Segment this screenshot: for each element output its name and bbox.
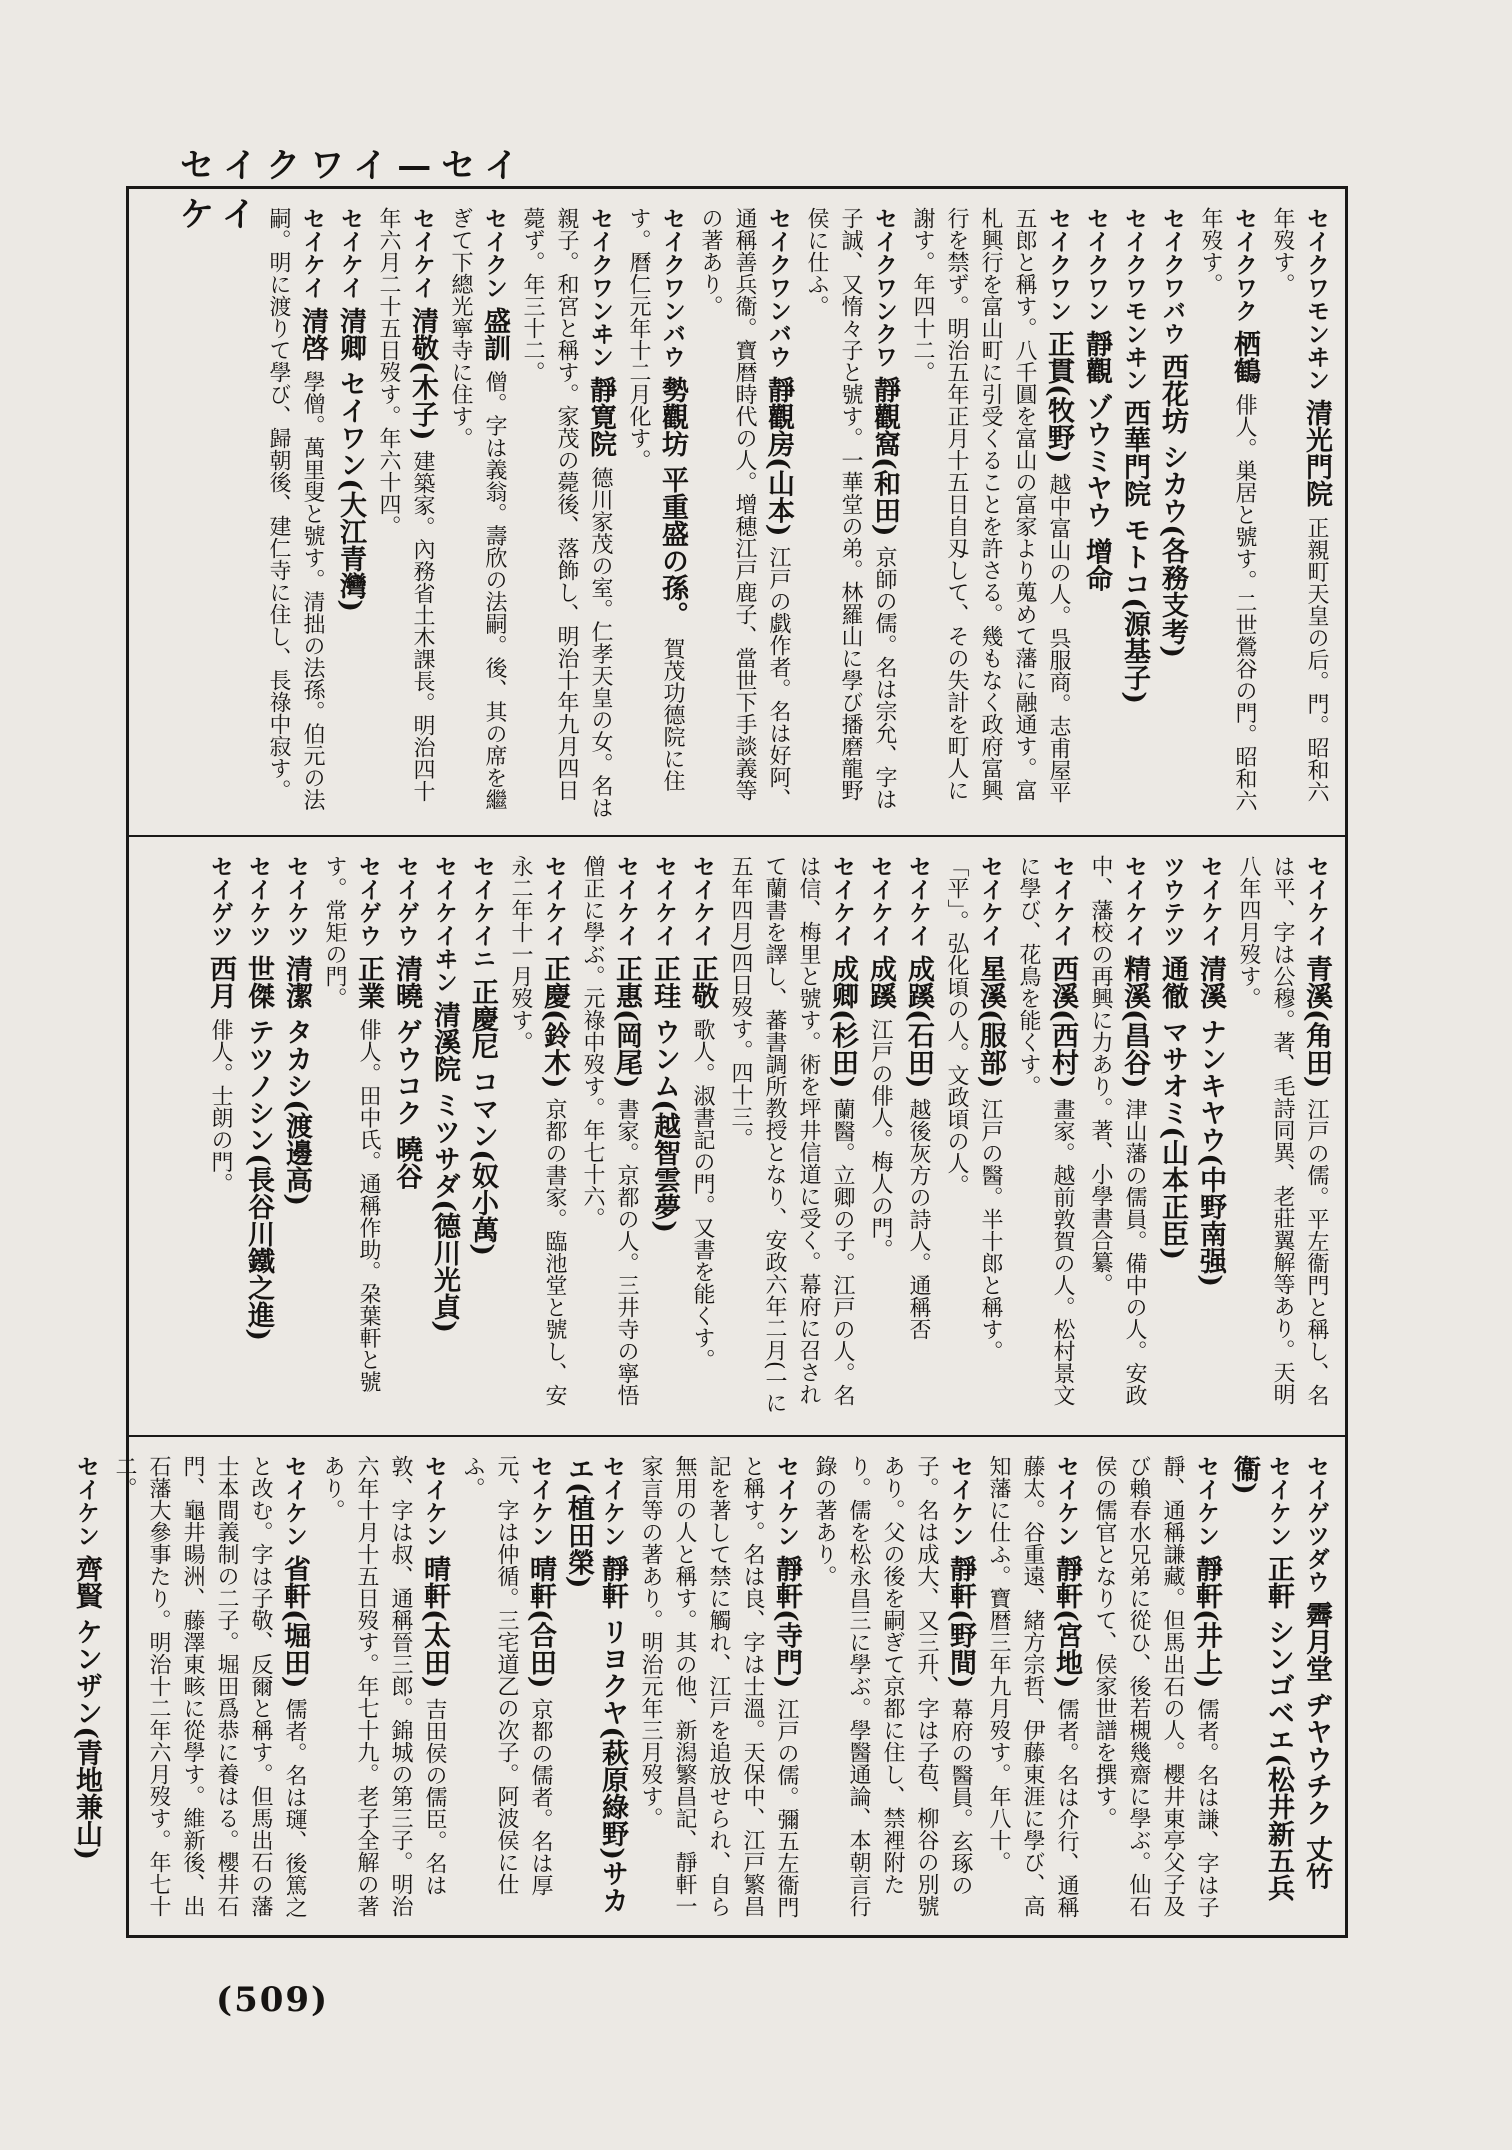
dictionary-entry (203, 855, 237, 1421)
entry-description: 書家。京都の人。三井寺の寧悟僧正に學ぶ。元祿中歿す。年七十六。 (580, 855, 639, 1406)
entries-bottom (71, 1455, 1333, 1921)
entry-reading: セイケン (281, 1455, 307, 1556)
entry-description: 吉田侯の儒臣。名は敦、字は叔、通稱晉三郎。錦城の第三子。明治六年十月十五日歿す。年七十九。老子全解の著あり。 (320, 1455, 447, 1917)
dictionary-entry (465, 855, 499, 1421)
entry-reading: セイケイ (1303, 855, 1329, 956)
entry-name: 靜觀窩(和田) (869, 376, 900, 546)
entry-reading: セイクワン (1083, 207, 1109, 331)
entry-name: 清溪 ナンキヤウ(中野南强) (1195, 955, 1226, 1287)
entry-name: 通徹 マサオミ(山本正臣) (1157, 955, 1188, 1260)
dictionary-entry (279, 855, 313, 1421)
entry-reading: セイクワンクワ (871, 207, 897, 377)
entry-description: 儒者。名は謙、字は子靜、通稱謙藏。但馬出石の人。櫻井東亭父子及び賴春水兄弟に從ひ、後若槻幾齋に學ぶ。仙石侯の儒官となりて、侯家世譜を撰す。 (1092, 1455, 1219, 1918)
entry-reading: セイケイ (541, 855, 567, 956)
entry-reading: セイケイ (337, 207, 363, 308)
dictionary-entry (1265, 207, 1333, 821)
entry-description: 僧。字は義翁。壽欣の法嗣。後、其の席を繼ぎて下總光寧寺に住す。 (448, 207, 507, 811)
entry-reading: セイケン (599, 1455, 625, 1556)
entry-name: 正敬 (687, 955, 718, 1019)
entry-description: 京都の儒者。名は厚元、字は仲循。三宅道乙の次子。阿波侯に仕ふ。 (460, 1455, 553, 1896)
entry-reading: セイケイ (977, 855, 1003, 956)
entry-name: 青溪(角田) (1301, 955, 1332, 1098)
entry-reading: セイケイ (409, 207, 435, 308)
entry-description: 歌人。淑書記の門。又書を能くす。 (690, 1018, 715, 1371)
entry-reading: セイゲウ (355, 855, 381, 956)
entry-reading: セイケン (1265, 1455, 1291, 1556)
entry-reading: セイケン (527, 1455, 553, 1556)
dictionary-entry (1083, 855, 1151, 1421)
entry-name: 正業 (353, 955, 384, 1019)
entry-name: 西月 (205, 955, 236, 1019)
entry-name: 盛訓 (479, 307, 510, 371)
entry-reading: セイクワンバウ (659, 207, 685, 377)
dictionary-entry (1117, 207, 1151, 821)
entry-reading: セイケン (73, 1455, 99, 1556)
entry-name: 靜寛院 (585, 376, 616, 467)
entry-name: 正貫(牧野) (1043, 330, 1074, 473)
entry-reading: セイクワンバウ (765, 207, 791, 377)
entry-reading: セイクワンヰン (587, 207, 613, 377)
running-header: セイクワイ—セイケイ (180, 146, 529, 235)
entry-reading: セイケイ (613, 855, 639, 956)
dictionary-entry (503, 855, 571, 1421)
entry-name: 西花坊 シカウ(各務支考) (1157, 353, 1188, 658)
entry-name: 靜軒(野間) (945, 1555, 976, 1698)
entries-top (141, 207, 1333, 821)
entry-description: 俳人。巣居と號す。二世鶯谷の門。昭和六年歿す。 (1198, 207, 1257, 812)
entry-name: 勢觀坊 平重盛の孫。 (657, 376, 688, 638)
entry-name: 晴軒(合田) (525, 1555, 556, 1698)
entry-name: 西華門院 モトコ(源基子) (1119, 399, 1150, 704)
entry-name: 靜軒(宮地) (1051, 1555, 1082, 1698)
entry-reading: セイケイ (651, 855, 677, 956)
entry-reading: セイケイ (1197, 855, 1223, 956)
dictionary-entry (901, 855, 935, 1421)
dictionary-entry (981, 1455, 1083, 1921)
entry-reading: セイケイ (1049, 855, 1075, 956)
entry-reading: セイゲツ (207, 855, 233, 956)
section-middle (129, 837, 1345, 1437)
entry-reading: セイケン (1053, 1455, 1079, 1556)
entry-description: 賀茂功德院に住す。曆仁元年十二月化す。 (626, 207, 685, 792)
section-bottom (71, 1437, 1345, 1935)
dictionary-entry (807, 1455, 977, 1921)
dictionary-entry (685, 855, 719, 1421)
entry-name: 正慶(鈴木) (539, 955, 570, 1098)
dictionary-entry (1155, 207, 1189, 821)
entry-name: 栖鶴 (1229, 330, 1260, 394)
entry-reading: セイクワモンヰン (1121, 207, 1147, 400)
entry-name: 靜軒(寺門) (771, 1555, 802, 1698)
entry-reading: セイクワバウ (1159, 207, 1185, 354)
entry-name: 清光門院 (1301, 399, 1332, 517)
entry-description: 江戸の醫。半十郎と稱す。「平」。弘化頃の人。文政頃の人。 (944, 855, 1003, 1362)
entry-name: 靜軒(井上) (1191, 1555, 1222, 1698)
dictionary-entry (1087, 1455, 1223, 1921)
entry-description: 江戸の戯作者。名は好阿、通稱善兵衞。寶暦時代の人。增穂江戸鹿子、當世下手談義等の著あり。 (698, 207, 791, 810)
dictionary-entry (333, 207, 367, 821)
entry-name: 西溪(西村) (1047, 955, 1078, 1098)
entry-name: 清啓 (297, 307, 328, 371)
dictionary-entry (561, 1455, 629, 1921)
entry-name: 霽月堂 ヂヤウチク 丈竹 (1301, 1601, 1332, 1890)
dictionary-entry (647, 855, 681, 1421)
entry-name: 星溪(服部) (975, 955, 1006, 1098)
entry-name: 清卿 セイワン(大江青灣) (335, 307, 366, 612)
entry-reading: セイケイ (829, 855, 855, 956)
entry-description: 畫家。越前敦賀の人。松村景文に學び、花鳥を能くす。 (1016, 855, 1075, 1406)
page-number: (509) (216, 1980, 330, 2020)
dictionary-entry (371, 207, 439, 821)
dictionary-entry (1079, 207, 1113, 821)
entry-description: 儒者。名は介行、通稱藤太。谷重遠、緒方宗哲、伊藤東涯に學び、高知藩に仕ふ。寶暦三年九月歿す。年八十。 (986, 1455, 1079, 1918)
entry-reading: セイクン (481, 207, 507, 308)
dictionary-entry (315, 1455, 451, 1921)
entry-name: 精溪(昌谷) (1119, 955, 1150, 1098)
entry-reading: セイケン (947, 1455, 973, 1556)
entry-description: 正親町天皇の后。門。昭和六年歿す。 (1270, 207, 1329, 803)
dictionary-entry (261, 207, 329, 821)
entry-reading: セイケイ (1121, 855, 1147, 956)
entry-name: 齊賢 ケンザン(青地兼山) (71, 1555, 102, 1860)
entry-description: 京師の儒。名は宗允、字は子誠、又惰々子と號す。一華堂の弟。林羅山に學び播磨龍野侯に仕ふ。 (804, 207, 897, 810)
entry-description: 江戸の儒。彌五左衞門と稱す。名は良、字は士溫。天保中、江戸繁昌記を著して禁に觸れ、江戸を追放せられ、自ら無用の人と稱す。其の他、新潟繁昌記、靜軒一家言等の著あり。明治元年三月歿す。 (638, 1455, 799, 1918)
entry-name: 正珪 ウンム(越智雲夢) (649, 955, 680, 1233)
entry-description: 俳人。田中氏。通稱作助。朶葉軒と號す。常矩の門。 (322, 855, 381, 1393)
entry-reading: セイケツ (283, 855, 309, 956)
entry-description: 越中富山の人。呉服商。志甫屋平五郎と稱す。八千圓を富山の富家より蒐めて藩に融通す。富札興行を富山町に引受くることを許さる。幾もなく政府富興行を禁ず。明治五年正月十五日自刄して、その失計を町人に謝す。年四十二。 (910, 207, 1071, 803)
entry-description: 江戸の俳人。梅人の門。 (868, 1018, 893, 1261)
entry-description: 幕府の醫員。玄琢の子。名は成大、又三升、字は子苞、柳谷の別號あり。父の後を嗣ぎて京都に住し、禁裡附たり。儒を松永昌三に學ぶ。學醫通論、本朝言行錄の著あり。 (812, 1455, 973, 1917)
dictionary-entry (317, 855, 385, 1421)
entry-reading: セイケイ (299, 207, 325, 308)
entry-reading: セイゲウ (393, 855, 419, 956)
dictionary-entry (69, 1455, 103, 1921)
entry-name: 靜觀房(山本) (763, 376, 794, 546)
entry-name: 成蹊 (865, 955, 896, 1019)
entry-reading: セイケイ (867, 855, 893, 956)
entry-reading: ツウテツ (1159, 855, 1185, 956)
dictionary-entry (427, 855, 461, 1421)
dictionary-entry (633, 1455, 803, 1921)
entry-name: 靜軒 リヨクヤ(萩原綠野)サカエ(植田榮) (563, 1455, 628, 1914)
entry-name: 清潔 タカシ(渡邊高) (281, 955, 312, 1206)
dictionary-entry (621, 207, 689, 821)
entry-reading: セイケン (421, 1455, 447, 1556)
entry-description: 江戸の儒。平左衞門と稱し、名は平、字は公穆。著、毛詩同異、老莊翼解等あり。天明八年四月歿す。 (1236, 855, 1329, 1406)
dictionary-entry (241, 855, 275, 1421)
dictionary-entry (443, 207, 511, 821)
dictionary-entry (905, 207, 1075, 821)
entry-name: 晴軒(太田) (419, 1555, 450, 1698)
section-top (129, 189, 1345, 837)
entry-name: 正惠(岡尾) (611, 955, 642, 1098)
entry-description: 儒者。名は璭、後篤之と改む。字は子敬、反爾と稱す。但馬出石の藩士本間義制の二子。堀田爲恭に養はる。櫻井石門、龜井暘洲、藤澤東畡に從學す。維新後、出石藩大參事たり。明治十二年六月歿す。年七十二。 (112, 1455, 307, 1918)
entry-name: 清溪院 ミツサダ(德川光貞) (429, 1001, 460, 1333)
entry-reading: セイケイ (689, 855, 715, 956)
dictionary-entry (1011, 855, 1079, 1421)
dictionary-entry (389, 855, 423, 1421)
dictionary-entry (515, 207, 617, 821)
entry-name: 靜觀 ゾウミヤウ 增命 (1081, 330, 1112, 592)
entry-name: 清曉 ゲウコク 曉谷 (391, 955, 422, 1190)
entry-description: 俳人。士朗の門。 (208, 1018, 233, 1195)
dictionary-entry (693, 207, 795, 821)
dictionary-entry (799, 207, 901, 821)
entry-description: 學僧。萬里叟と號す。清拙の法孫。伯元の法嗣。明に渡りて學び、歸朝後、建仁寺に住し、長祿中寂す。 (266, 207, 325, 811)
entry-description: 德川家茂の室。仁孝天皇の女。名は親子。和宮と稱す。家茂の薨後、落飾し、明治十年九月四日薨ず。年三十二。 (520, 207, 613, 819)
dictionary-entry (1193, 855, 1227, 1421)
entry-description: 津山藩の儒員。備中の人。安政中、藩校の再興に力あり。著、小學書合纂。 (1088, 855, 1147, 1406)
entry-reading: セイケイヰン (431, 855, 457, 1002)
dictionary-entry (107, 1455, 311, 1921)
dictionary-entry (939, 855, 1007, 1421)
entry-reading: セイケン (1193, 1455, 1219, 1556)
entry-name: 清敬(木子) (407, 307, 438, 450)
entry-description: 建築家。內務省土木課長。明治四十年六月二十五日歿す。年六十四。 (376, 207, 435, 802)
dictionary-entry (1231, 855, 1333, 1421)
entry-reading: セイクワモンヰン (1303, 207, 1329, 400)
dictionary-entry (1155, 855, 1189, 1421)
dictionary-entry (455, 1455, 557, 1921)
entry-name: 省軒(堀田) (279, 1555, 310, 1698)
entry-description: 京都の書家。臨池堂と號し、安永二年十一月歿す。 (508, 855, 567, 1406)
entry-reading: セイクワン (1045, 207, 1071, 331)
dictionary-entry (575, 855, 643, 1421)
entry-name: 正慶尼 コマン(奴小萬) (467, 978, 498, 1256)
entry-reading: セイケイニ (469, 855, 495, 979)
entry-description: 越後灰方の詩人。通稱否 (906, 1097, 931, 1340)
entry-reading: セイケツ (245, 855, 271, 956)
dictionary-entry (1193, 207, 1261, 821)
entry-description: 蘭醫。立卿の子。江戸の人。名は信、梅里と號す。術を坪井信道に受く。幕府に召されて蘭書を譯し、蕃書調所教授となり、安政六年二月(一に五年四月)四日歿す。四十三。 (728, 855, 855, 1414)
entry-reading: セイゲツダウ (1303, 1455, 1329, 1602)
entry-name: 正軒 シンゴベエ(松井新五兵衞) (1229, 1455, 1294, 1902)
dictionary-entry (1227, 1455, 1295, 1921)
entry-name: 成卿(杉田) (827, 955, 858, 1098)
entry-name: 世傑 テツノシン(長谷川鐵之進) (243, 955, 274, 1341)
dictionary-entry (723, 855, 859, 1421)
entry-reading: セイクワク (1231, 207, 1257, 331)
dictionary-entry (863, 855, 897, 1421)
entry-reading: セイケン (773, 1455, 799, 1556)
entries-middle (141, 855, 1333, 1421)
dictionary-entry (1299, 1455, 1333, 1921)
entry-reading: セイケイ (905, 855, 931, 956)
entry-name: 成蹊(石田) (903, 955, 934, 1098)
dictionary-page-frame (71, 186, 1348, 1938)
